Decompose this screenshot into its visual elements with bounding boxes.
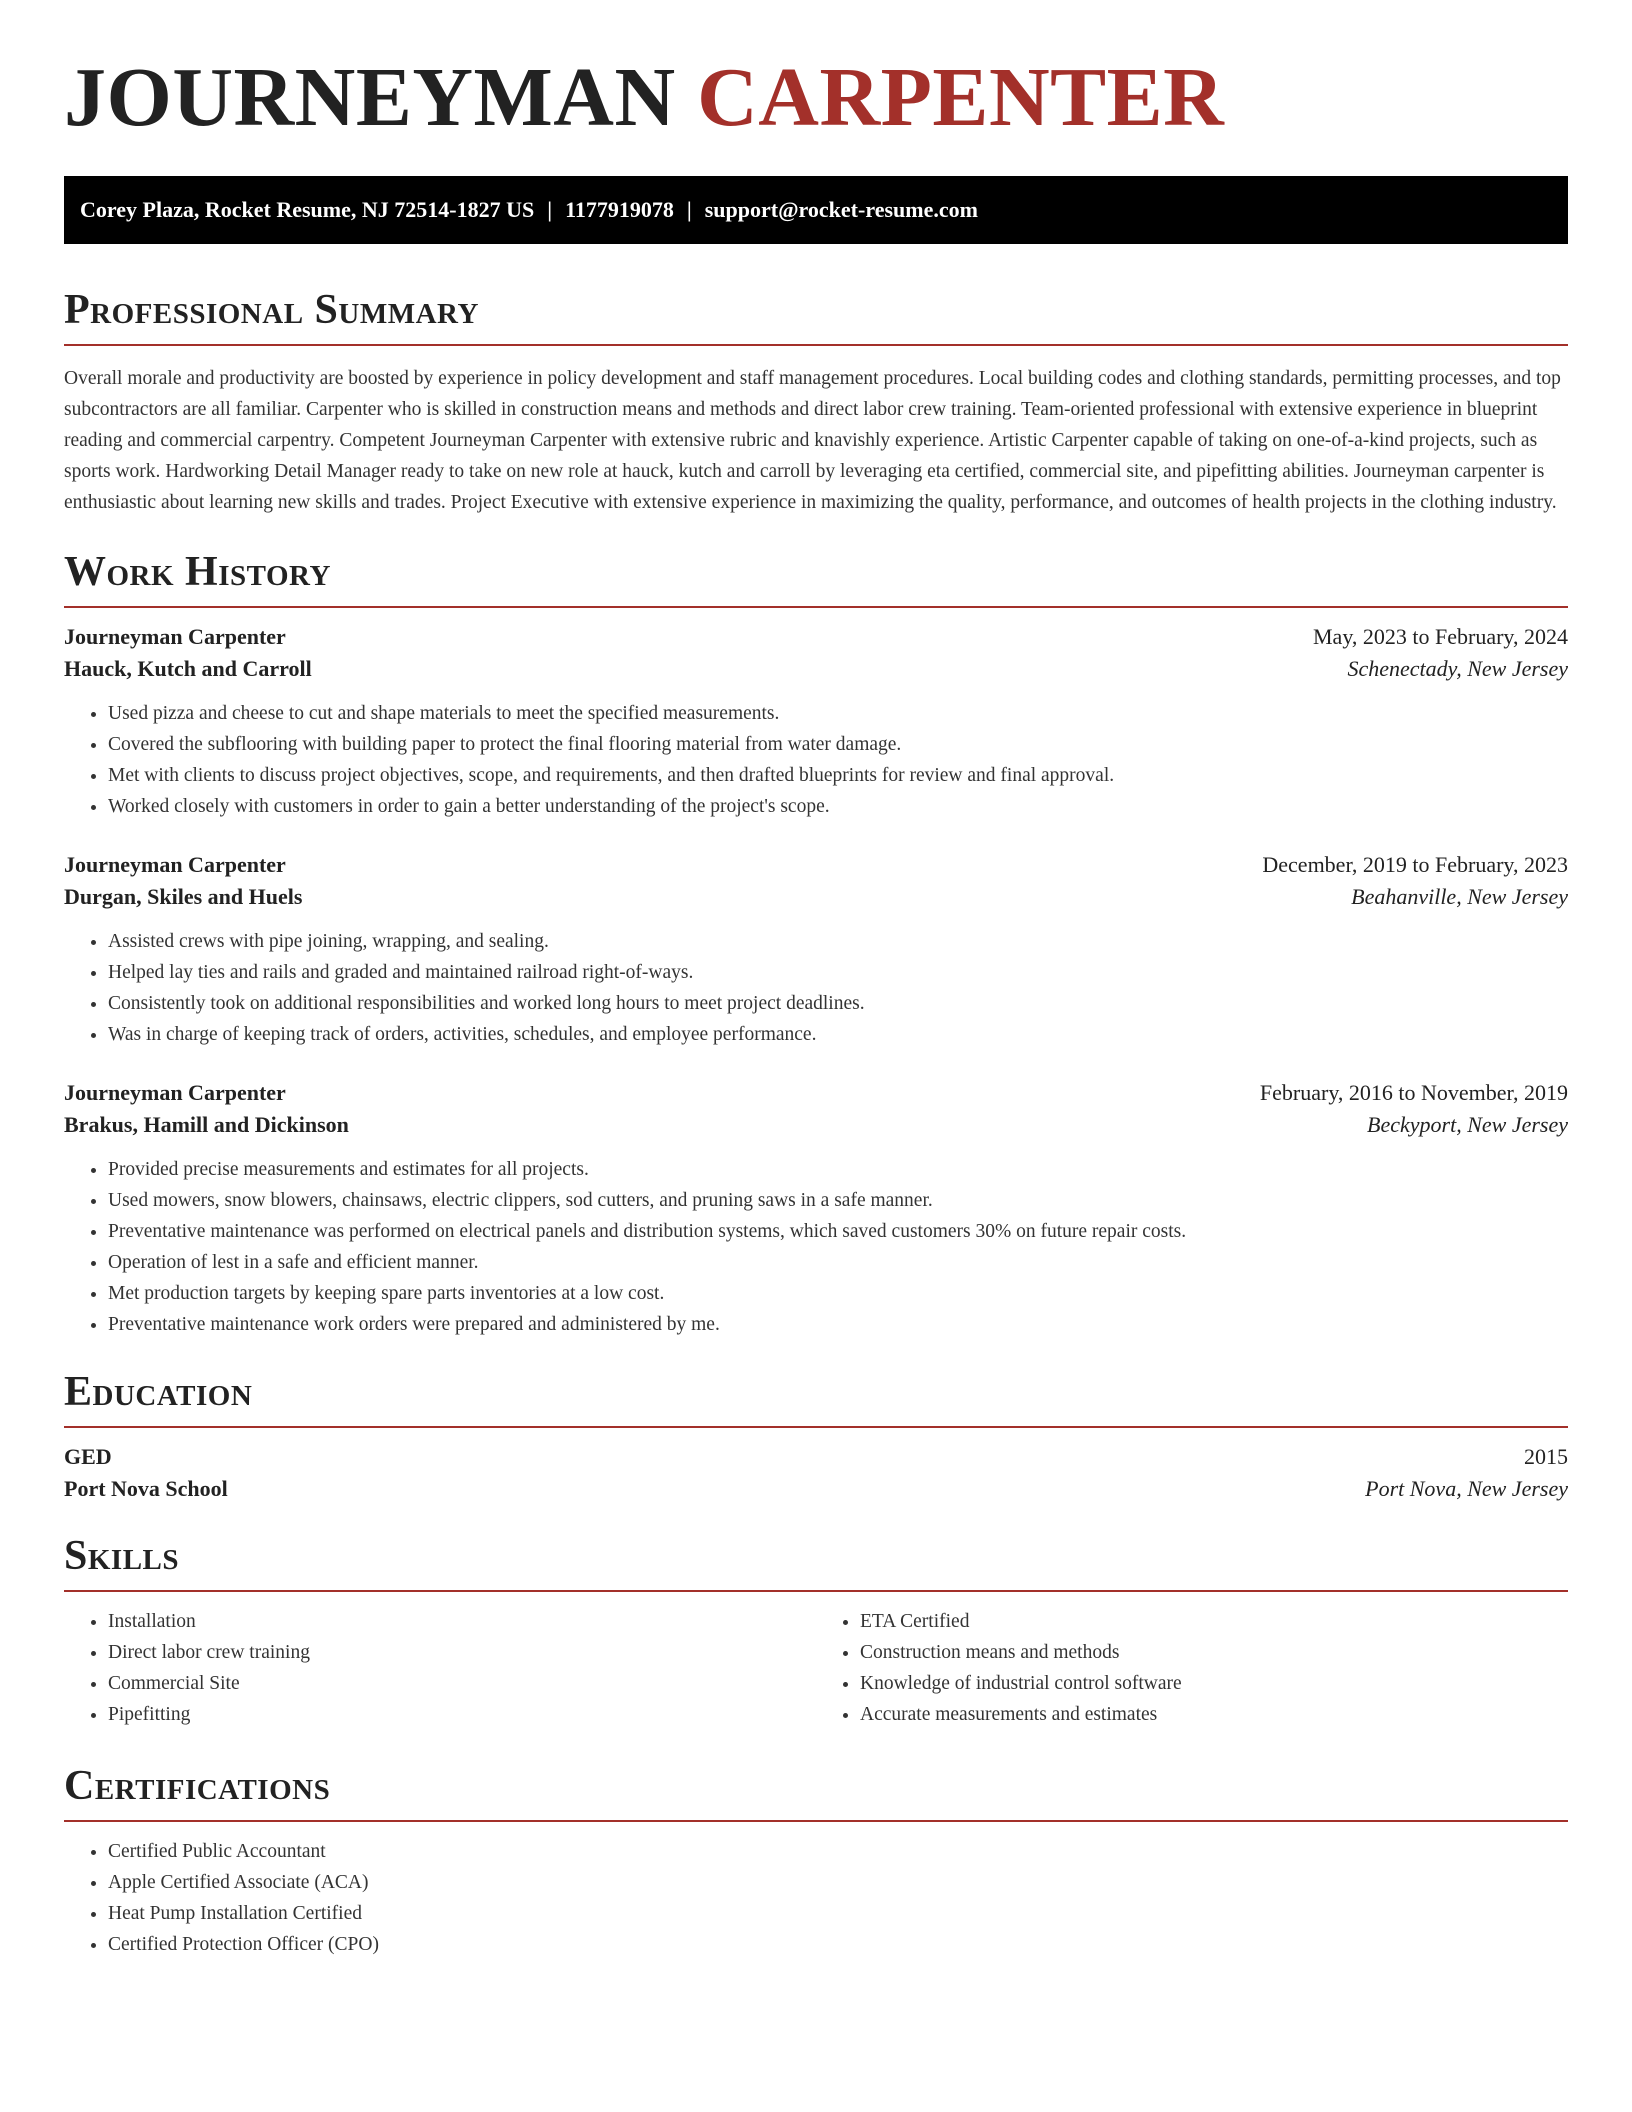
certification-item: • Certified Public Accountant	[108, 1836, 1568, 1867]
education-degree: GED	[64, 1444, 112, 1469]
job-bullet: • Worked closely with customers in order to gain a better understanding of the project's scope.	[108, 791, 1568, 822]
summary-text: Overall morale and productivity are boosted by experience in policy development and staff management procedures. Local building codes and clothing standards, permitting processes, and top subcontractors are all familiar. Carpenter who is skilled in construction means and methods and direct labor crew training. Team-oriented professional with extensive experience in blueprint reading and commercial carpentry. Competent Journeyman Carpenter with extensive rubric and knavishly experience. Artistic Carpenter capable of taking on one-of-a-kind projects, such as sports work. Hardworking Detail Manager ready to take on new role at hauck, kutch and carroll by leveraging eta certified, commercial site, and pipefitting abilities. Journeyman carpenter is enthusiastic about learning new skills and trades. Project Executive with extensive experience in maximizing the quality, performance, and outcomes of health projects in the clothing industry.	[64, 368, 1561, 513]
job-role: Journeyman Carpenter	[64, 1080, 286, 1105]
job-company-row	[64, 884, 1568, 910]
job-bullets	[64, 698, 1568, 822]
work-history-heading: Work History	[64, 549, 331, 595]
contact-separator: |	[686, 197, 692, 222]
job-header-row	[64, 624, 1568, 650]
education-location: Port Nova, New Jersey	[1365, 1476, 1568, 1501]
contact-bar	[64, 176, 1568, 244]
job-bullet: • Met production targets by keeping spare parts inventories at a low cost.	[108, 1278, 1568, 1309]
contact-email: support@rocket-resume.com	[704, 197, 978, 222]
skills-heading: Skills	[64, 1533, 180, 1579]
certifications-heading: Certifications	[64, 1763, 331, 1809]
skills-list-right	[816, 1606, 1568, 1730]
job-role: Journeyman Carpenter	[64, 624, 286, 649]
job-location: Beahanville, New Jersey	[1351, 884, 1568, 909]
section-divider	[64, 344, 1568, 346]
resume-title	[64, 0, 1568, 144]
job-bullet: • Helped lay ties and rails and graded and maintained railroad right-of-ways.	[108, 957, 1568, 988]
job-entry	[64, 852, 1568, 1050]
contact-separator: |	[547, 197, 553, 222]
certifications-list	[64, 1836, 1568, 1960]
job-bullet: • Preventative maintenance was performed on electrical panels and distribution systems, which saved customers 30% on future repair costs.	[108, 1216, 1568, 1247]
education-heading: Education	[64, 1369, 253, 1415]
job-bullet: • Operation of lest in a safe and efficient manner.	[108, 1247, 1568, 1278]
education-school-row	[64, 1476, 1568, 1502]
skill-item: • Knowledge of industrial control software	[860, 1668, 1568, 1699]
title-last-word: CARPENTER	[697, 51, 1225, 144]
education-header-row	[64, 1444, 1568, 1470]
skill-item: • Commercial Site	[108, 1668, 816, 1699]
job-entry	[64, 624, 1568, 822]
job-dates: May, 2023 to February, 2024	[1313, 624, 1568, 649]
education-school: Port Nova School	[64, 1476, 228, 1501]
job-bullet: • Consistently took on additional responsibilities and worked long hours to meet project deadlines.	[108, 988, 1568, 1019]
skill-item: • Pipefitting	[108, 1699, 816, 1730]
contact-address: Corey Plaza, Rocket Resume, NJ 72514-1827 US	[80, 197, 535, 222]
job-bullet: • Was in charge of keeping track of orders, activities, schedules, and employee performance.	[108, 1019, 1568, 1050]
job-company-row	[64, 1112, 1568, 1138]
section-divider	[64, 1426, 1568, 1428]
summary-heading: Professional Summary	[64, 287, 479, 333]
job-entry	[64, 1080, 1568, 1340]
skill-item: • ETA Certified	[860, 1606, 1568, 1637]
job-company: Durgan, Skiles and Huels	[64, 884, 303, 909]
skill-item: • Accurate measurements and estimates	[860, 1699, 1568, 1730]
job-bullets	[64, 926, 1568, 1050]
job-bullet: • Covered the subflooring with building paper to protect the final flooring material from water damage.	[108, 729, 1568, 760]
skills-columns	[64, 1606, 1568, 1730]
certification-item: • Certified Protection Officer (CPO)	[108, 1929, 1568, 1960]
job-location: Schenectady, New Jersey	[1347, 656, 1568, 681]
job-location: Beckyport, New Jersey	[1367, 1112, 1568, 1137]
job-role: Journeyman Carpenter	[64, 852, 286, 877]
education-entry	[64, 1444, 1568, 1502]
section-divider	[64, 606, 1568, 608]
contact-phone: 1177919078	[565, 197, 674, 222]
job-header-row	[64, 852, 1568, 878]
skills-list-left	[64, 1606, 816, 1730]
certification-item: • Heat Pump Installation Certified	[108, 1898, 1568, 1929]
job-bullet: • Preventative maintenance work orders were prepared and administered by me.	[108, 1309, 1568, 1340]
job-company: Brakus, Hamill and Dickinson	[64, 1112, 349, 1137]
job-header-row	[64, 1080, 1568, 1106]
job-bullets	[64, 1154, 1568, 1340]
skill-item: • Direct labor crew training	[108, 1637, 816, 1668]
job-bullet: • Provided precise measurements and estimates for all projects.	[108, 1154, 1568, 1185]
section-divider	[64, 1590, 1568, 1592]
job-bullet: • Used mowers, snow blowers, chainsaws, electric clippers, sod cutters, and pruning saws in a safe manner.	[108, 1185, 1568, 1216]
job-company: Hauck, Kutch and Carroll	[64, 656, 312, 681]
job-dates: February, 2016 to November, 2019	[1259, 1080, 1568, 1105]
certification-item: • Apple Certified Associate (ACA)	[108, 1867, 1568, 1898]
skill-item: • Construction means and methods	[860, 1637, 1568, 1668]
job-bullet: • Used pizza and cheese to cut and shape materials to meet the specified measurements.	[108, 698, 1568, 729]
job-company-row	[64, 656, 1568, 682]
section-divider	[64, 1820, 1568, 1822]
education-year: 2015	[1524, 1444, 1568, 1469]
job-bullet: • Met with clients to discuss project objectives, scope, and requirements, and then drafted blueprints for review and final approval.	[108, 760, 1568, 791]
title-first-word: JOURNEYMAN	[64, 51, 676, 144]
job-bullet: • Assisted crews with pipe joining, wrapping, and sealing.	[108, 926, 1568, 957]
skill-item: • Installation	[108, 1606, 816, 1637]
job-dates: December, 2019 to February, 2023	[1262, 852, 1568, 877]
